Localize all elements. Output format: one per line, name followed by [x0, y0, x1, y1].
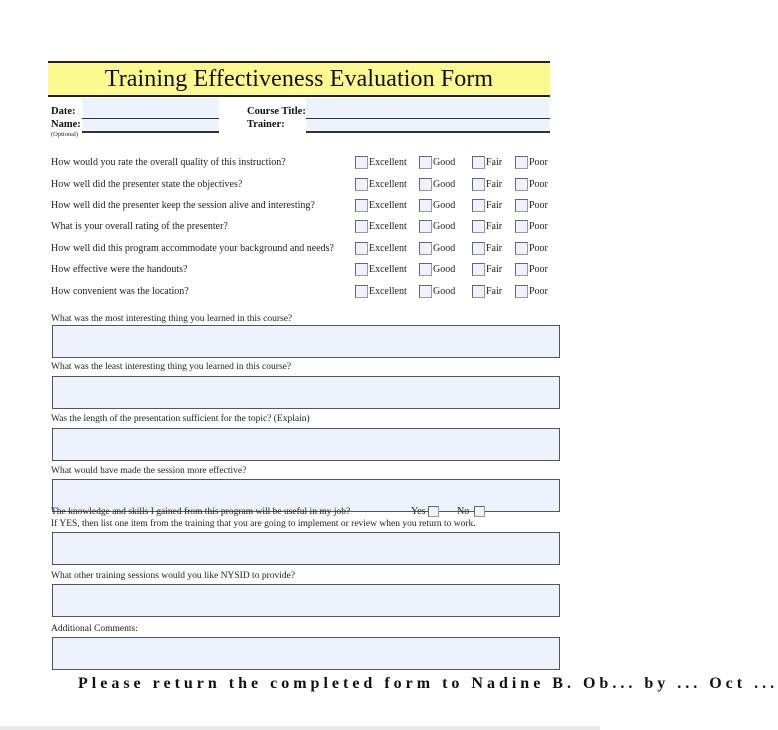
rating-question-text: How well did this program accommodate your background and needs?	[51, 243, 334, 254]
no-label: No	[457, 506, 470, 517]
implement-item-textbox[interactable]	[52, 532, 560, 565]
option-good[interactable]: Good	[419, 156, 455, 169]
checkbox[interactable]	[472, 242, 485, 255]
rating-question-text: How well did the presenter state the objectives?	[51, 179, 243, 190]
checkbox[interactable]	[355, 199, 368, 212]
option-excellent[interactable]: Excellent	[355, 242, 407, 255]
option-fair[interactable]: Fair	[472, 242, 502, 255]
rating-question-text: How effective were the handouts?	[51, 264, 188, 275]
trainer-field[interactable]	[306, 119, 550, 133]
useful-in-job-label: The knowledge and skills I gained from this program will be useful in my job?	[51, 507, 351, 517]
checkbox[interactable]	[515, 156, 528, 169]
option-fair[interactable]: Fair	[472, 178, 502, 191]
option-excellent[interactable]: Excellent	[355, 199, 407, 212]
yes-checkbox[interactable]	[428, 506, 439, 517]
option-fair[interactable]: Fair	[472, 285, 502, 298]
most-interesting-label: What was the most interesting thing you learned in this course?	[51, 314, 293, 324]
rating-question-row	[51, 178, 571, 194]
checkbox[interactable]	[419, 178, 432, 191]
checkbox[interactable]	[472, 178, 485, 191]
additional-comments-textbox[interactable]	[52, 637, 560, 670]
course-title-label: Course Title:	[247, 106, 306, 117]
least-interesting-label: What was the least interesting thing you learned in this course?	[51, 362, 292, 372]
option-excellent[interactable]: Excellent	[355, 220, 407, 233]
rating-question-text: How would you rate the overall quality of this instruction?	[51, 157, 286, 168]
checkbox[interactable]	[355, 156, 368, 169]
option-fair[interactable]: Fair	[472, 199, 502, 212]
form-title-bar	[48, 61, 550, 97]
checkbox[interactable]	[419, 220, 432, 233]
name-field[interactable]	[82, 119, 219, 133]
option-poor[interactable]: Poor	[515, 199, 548, 212]
no-option[interactable]	[457, 506, 485, 517]
rating-question-row	[51, 285, 571, 301]
option-poor[interactable]: Poor	[515, 220, 548, 233]
rating-question-row	[51, 242, 571, 258]
footer-instructions-cutoff: Please return the completed form to Nadine B. Ob... by ... Oct ...	[78, 675, 778, 692]
checkbox[interactable]	[419, 285, 432, 298]
checkbox[interactable]	[472, 199, 485, 212]
option-poor[interactable]: Poor	[515, 242, 548, 255]
option-poor[interactable]: Poor	[515, 156, 548, 169]
option-good[interactable]: Good	[419, 220, 455, 233]
yes-label: Yes	[411, 506, 426, 517]
checkbox[interactable]	[355, 263, 368, 276]
option-good[interactable]: Good	[419, 263, 455, 276]
checkbox[interactable]	[419, 156, 432, 169]
presentation-length-textbox[interactable]	[52, 428, 560, 461]
option-fair[interactable]: Fair	[472, 263, 502, 276]
checkbox[interactable]	[355, 178, 368, 191]
checkbox[interactable]	[419, 263, 432, 276]
checkbox[interactable]	[515, 178, 528, 191]
form-title: Training Effectiveness Evaluation Form	[104, 65, 494, 92]
option-good[interactable]: Good	[419, 178, 455, 191]
rating-question-row	[51, 156, 571, 172]
least-interesting-textbox[interactable]	[52, 376, 560, 409]
rating-question-text: How well did the presenter keep the session alive and interesting?	[51, 200, 315, 211]
no-checkbox[interactable]	[474, 506, 485, 517]
trainer-label: Trainer:	[247, 119, 285, 130]
option-fair[interactable]: Fair	[472, 156, 502, 169]
rating-question-text: How convenient was the location?	[51, 286, 189, 297]
checkbox[interactable]	[515, 199, 528, 212]
date-field[interactable]	[82, 98, 219, 120]
if-yes-followup-label: If YES, then list one item from the training that you are going to implement or review when you return to work.	[51, 519, 476, 529]
checkbox[interactable]	[355, 242, 368, 255]
option-excellent[interactable]: Excellent	[355, 156, 407, 169]
yes-option[interactable]	[411, 506, 439, 517]
option-excellent[interactable]: Excellent	[355, 263, 407, 276]
checkbox[interactable]	[355, 285, 368, 298]
presentation-length-label: Was the length of the presentation sufficient for the topic? (Explain)	[51, 414, 310, 424]
page-bottom-edge	[0, 726, 600, 730]
additional-comments-label: Additional Comments:	[51, 624, 138, 634]
option-good[interactable]: Good	[419, 199, 455, 212]
name-optional-note: (Optional)	[51, 131, 79, 138]
most-interesting-textbox[interactable]	[52, 325, 560, 358]
name-label: Name:	[51, 119, 81, 130]
checkbox[interactable]	[515, 285, 528, 298]
checkbox[interactable]	[472, 156, 485, 169]
other-sessions-label: What other training sessions would you like NYSID to provide?	[51, 571, 296, 581]
checkbox[interactable]	[515, 220, 528, 233]
checkbox[interactable]	[355, 220, 368, 233]
option-fair[interactable]: Fair	[472, 220, 502, 233]
option-excellent[interactable]: Excellent	[355, 178, 407, 191]
option-good[interactable]: Good	[419, 242, 455, 255]
course-title-field[interactable]	[306, 98, 550, 120]
option-poor[interactable]: Poor	[515, 178, 548, 191]
other-sessions-textbox[interactable]	[52, 584, 560, 617]
option-excellent[interactable]: Excellent	[355, 285, 407, 298]
rating-question-text: What is your overall rating of the presenter?	[51, 221, 228, 232]
checkbox[interactable]	[515, 263, 528, 276]
more-effective-label: What would have made the session more effective?	[51, 466, 247, 476]
checkbox[interactable]	[419, 242, 432, 255]
option-poor[interactable]: Poor	[515, 285, 548, 298]
rating-question-row	[51, 263, 571, 279]
option-good[interactable]: Good	[419, 285, 455, 298]
rating-question-row	[51, 199, 571, 215]
checkbox[interactable]	[472, 220, 485, 233]
date-label: Date:	[51, 106, 76, 117]
checkbox[interactable]	[472, 263, 485, 276]
rating-question-row	[51, 220, 571, 236]
checkbox[interactable]	[472, 285, 485, 298]
checkbox[interactable]	[419, 199, 432, 212]
checkbox[interactable]	[515, 242, 528, 255]
option-poor[interactable]: Poor	[515, 263, 548, 276]
